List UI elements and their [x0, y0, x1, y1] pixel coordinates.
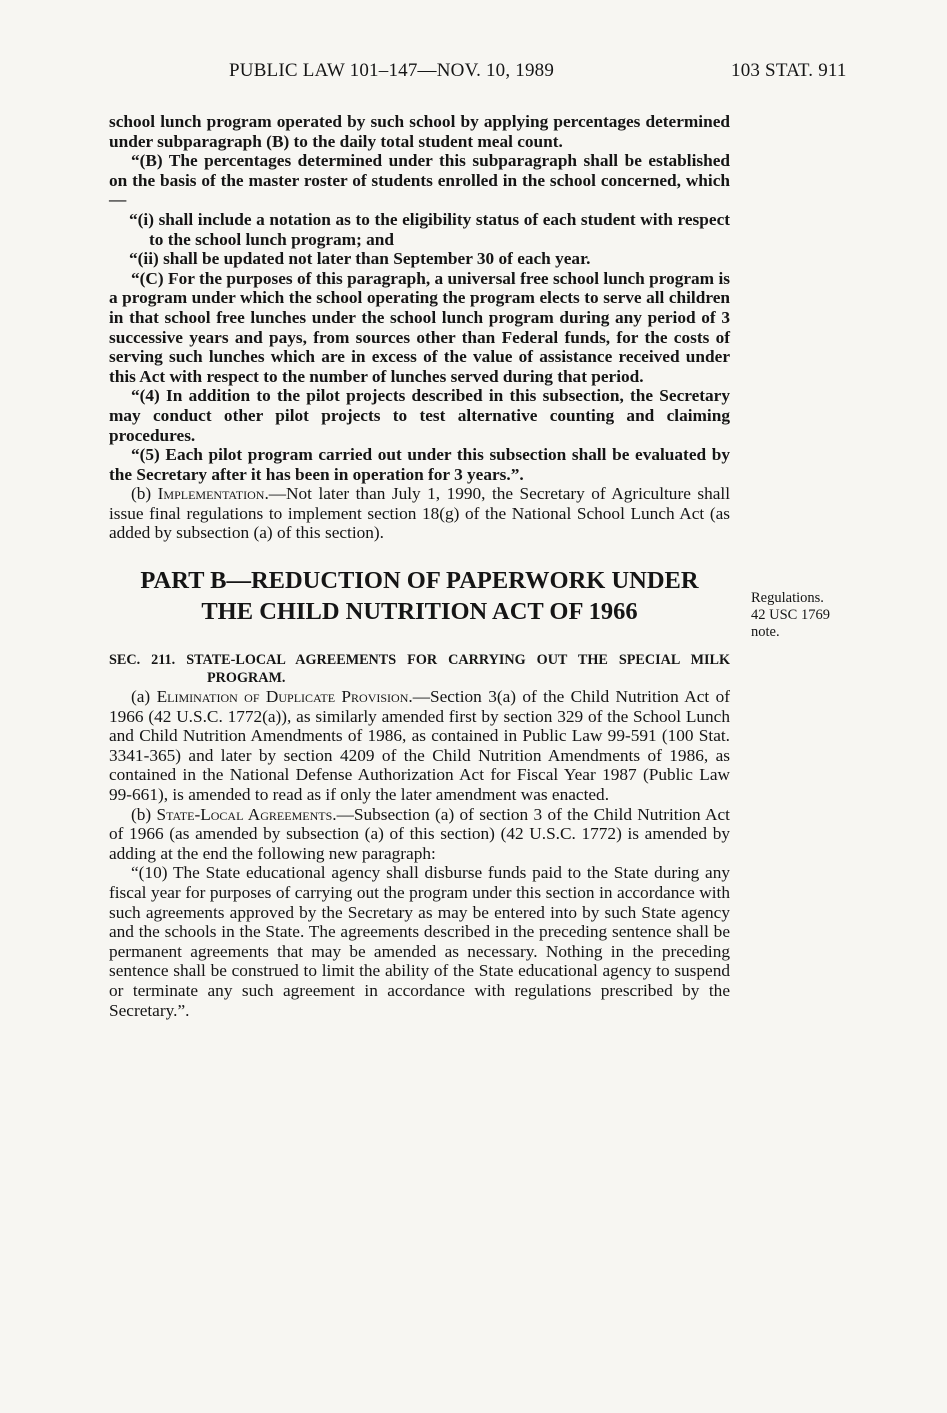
subsection-text: .—Section 3(a) of the Child Nutrition Act of 1966 (42 U.S.C. 1772(a)), as similarly amended first by section 329 of the School Lunch and Child Nutrition Amendments of 1986, as contained in Public Law 99-591 (100 Stat. 3341-365) and later by section 4209 of the Child Nutrition Amendments of 1986, as contained in the National Defense Authorization Act for Fiscal Year 1987 (Public Law 99-661), is amended to read as if only the later amendment was enacted.	[109, 687, 730, 805]
subsection-heading: State-Local Agreements	[156, 804, 333, 824]
subsection-label: (b)	[131, 804, 157, 824]
subsection-implementation	[109, 484, 730, 543]
section-heading: SEC. 211. STATE-LOCAL AGREEMENTS FOR CARRYING OUT THE SPECIAL MILK PROGRAM.	[109, 652, 730, 687]
inserted-text-block	[109, 112, 730, 484]
paragraph: school lunch program operated by such school by applying percentages determined under subparagraph (B) to the daily total student meal count.	[109, 112, 730, 151]
subsection-text: .—Not later than July 1, 1990, the Secretary of Agriculture shall issue final regulations to implement section 18(g) of the National School Lunch Act (as added by subsection (a) of this section).	[109, 484, 730, 543]
running-header-title: PUBLIC LAW 101–147—NOV. 10, 1989	[229, 60, 555, 81]
margin-note-line: Regulations.	[751, 590, 824, 606]
paragraph: “(C) For the purposes of this paragraph, a universal free school lunch program is a program under which the school operating the program elects to serve all children in that school free lunches under the school lunch program during any period of 3 successive years and pays, from sources other than Federal funds, for the costs of serving such lunches which are in excess of the value of assistance received under this Act with respect to the number of lunches served during that period.	[109, 268, 730, 386]
paragraph: “(5) Each pilot program carried out under this subsection shall be evaluated by the Secretary after it has been in operation for 3 years.”.	[109, 445, 730, 484]
subsection-b	[109, 805, 730, 864]
paragraph-10: “(10) The State educational agency shall disburse funds paid to the State during any fiscal year for purposes of carrying out the program under this section in accordance with such agreements approved by the Secretary as may be entered into by such State agency and the schools in the State. The agreements described in the preceding sentence shall be permanent agreements that may be amended as necessary. Nothing in the preceding sentence shall be construed to limit the ability of the State educational agency to suspend or terminate any such agreement in accordance with regulations prescribed by the Secretary.”.	[109, 863, 730, 1020]
subsection-label: (a)	[131, 687, 157, 707]
subsection-a	[109, 687, 730, 805]
margin-note-line: 42 USC 1769	[751, 607, 830, 623]
paragraph: “(B) The percentages determined under this subparagraph shall be established on the basis of the master roster of students enrolled in the school concerned, which—	[109, 151, 730, 210]
margin-note-line: note.	[751, 624, 780, 640]
subsection-text: .—Subsection (a) of section 3 of the Child Nutrition Act of 1966 (as amended by subsection (a) of this section) (42 U.S.C. 1772) is amended by adding at the end the following new paragraph:	[109, 804, 730, 863]
paragraph: “(ii) shall be updated not later than September 30 of each year.	[129, 249, 591, 269]
part-title	[109, 565, 730, 627]
part-title-line: PART B—REDUCTION OF PAPERWORK UNDER	[140, 567, 699, 595]
part-title-line: THE CHILD NUTRITION ACT OF 1966	[201, 598, 638, 626]
subsection-heading: Implementation	[157, 484, 265, 504]
page-number: 103 STAT. 911	[731, 60, 847, 81]
subsection-label: (b)	[131, 484, 158, 504]
body-text	[109, 112, 730, 1020]
paragraph: “(i) shall include a notation as to the eligibility status of each student with respect to the school lunch program; and	[129, 209, 730, 249]
margin-note	[751, 590, 891, 641]
subsection-heading: Elimination of Duplicate Provision	[156, 687, 409, 707]
paragraph: “(4) In addition to the pilot projects described in this subsection, the Secretary may conduct other pilot projects to test alternative counting and claiming procedures.	[109, 386, 730, 445]
